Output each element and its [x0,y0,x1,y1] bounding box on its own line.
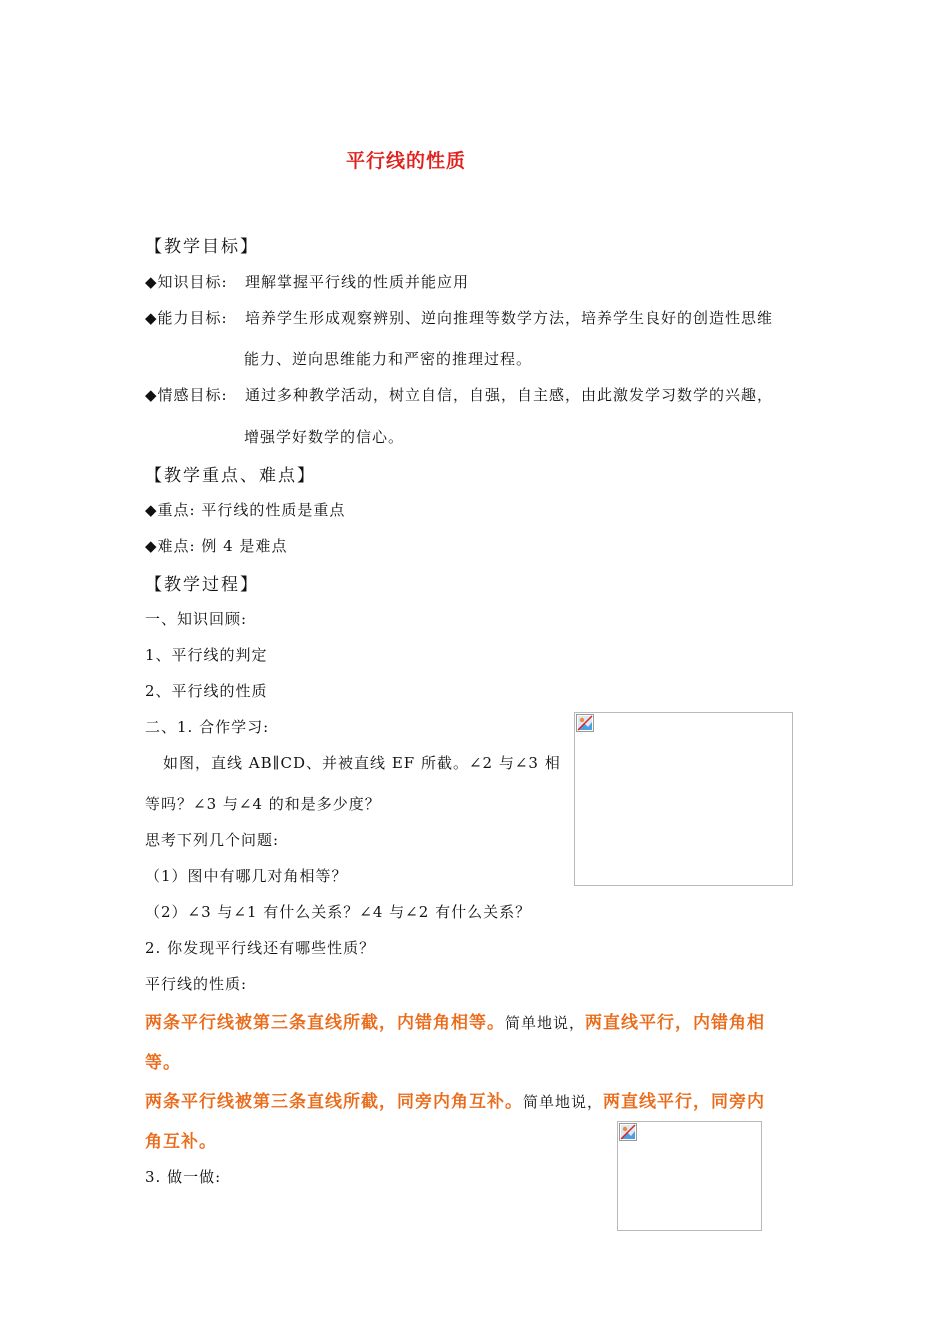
difficult-point: ◆难点: 例 4 是难点 [145,537,288,555]
think-heading: 思考下列几个问题: [145,831,280,849]
knowledge-objective [145,271,469,292]
property-2-short-b: 角互补。 [145,1132,217,1152]
coop-text-2: 等吗？∠3 与∠4 的和是多少度？ [145,795,381,813]
property-2-statement: 两条平行线被第三条直线所截，同旁内角互补。 [145,1092,523,1112]
property-2-simply: 简单地说， [523,1093,604,1111]
question-2: （2）∠3 与∠1 有什么关系？∠4 与∠2 有什么关系？ [145,903,532,921]
question-3: 2. 你发现平行线还有哪些性质？ [145,939,376,957]
property-1-simply: 简单地说， [505,1014,586,1032]
ability-objective [145,307,773,328]
emotion-label: ◆情感目标: [145,386,228,404]
property-1-statement: 两条平行线被第三条直线所截，内错角相等。 [145,1013,505,1033]
figure-1-image [574,712,793,886]
property-1-line-1 [145,1008,765,1033]
emotion-objective [145,384,773,405]
emotion-text-1: 通过多种教学活动，树立自信，自强，自主感，由此激发学习数学的兴趣， [245,386,774,404]
do-heading: 3. 做一做: [145,1168,222,1186]
knowledge-text: 理解掌握平行线的性质并能应用 [245,273,470,291]
figure-2-image [617,1121,762,1231]
property-2-line-2 [145,1127,217,1152]
property-2-short-a: 两直线平行，同旁内 [603,1092,766,1112]
ability-text-2: 能力、逆向思维能力和严密的推理过程。 [244,350,533,368]
broken-image-icon [576,714,594,732]
key-point: ◆重点: 平行线的性质是重点 [145,501,346,519]
review-item-1: 1、平行线的判定 [145,646,268,664]
review-heading: 一、知识回顾: [145,610,248,628]
coop-text-1: 如图，直线 AB∥CD、并被直线 EF 所截。∠2 与∠3 相 [163,754,561,772]
keypoints-heading: 【教学重点、难点】 [145,466,316,486]
ability-label: ◆能力目标: [145,309,228,327]
property-1-line-2 [145,1048,181,1073]
property-1-short-a: 两直线平行，内错角相 [585,1013,766,1033]
ability-text-1: 培养学生形成观察辨别、逆向推理等数学方法，培养学生良好的创造性思维 [245,309,774,327]
process-heading: 【教学过程】 [145,575,259,595]
question-1: （1）图中有哪几对角相等？ [145,867,348,885]
page-title: 平行线的性质 [346,150,467,172]
broken-image-icon [619,1123,637,1141]
coop-heading: 二、1. 合作学习: [145,718,270,736]
emotion-text-2: 增强学好数学的信心。 [244,428,405,446]
property-1-short-b: 等。 [145,1053,181,1073]
objectives-heading: 【教学目标】 [145,237,259,257]
review-item-2: 2、平行线的性质 [145,682,268,700]
knowledge-label: ◆知识目标: [145,273,228,291]
property-2-line-1 [145,1087,765,1112]
property-heading: 平行线的性质: [145,975,248,993]
